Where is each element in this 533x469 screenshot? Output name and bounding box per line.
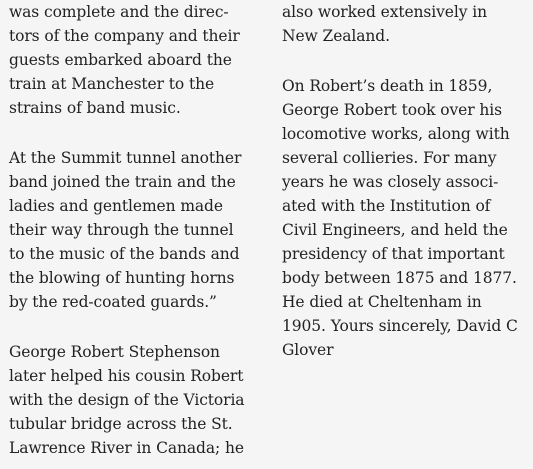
text-line: At the Summit tunnel another — [9, 149, 242, 167]
text-line: Civil Engineers, and held the — [282, 221, 508, 239]
text-line: presidency of that important — [282, 245, 505, 263]
text-line: years he was closely associ- — [282, 173, 499, 191]
text-line: locomotive works, along with — [282, 125, 510, 143]
text-line: New Zealand. — [282, 27, 390, 45]
text-line: later helped his cousin Robert — [9, 367, 244, 385]
text-line: George Robert Stephenson — [9, 343, 220, 361]
text-line: by the red-coated guards.” — [9, 293, 217, 311]
text-line: band joined the train and the — [9, 173, 236, 191]
text-line: ladies and gentlemen made — [9, 197, 223, 215]
text-line: Glover — [282, 341, 334, 359]
text-line: strains of band music. — [9, 99, 181, 117]
text-line: body between 1875 and 1877. — [282, 269, 517, 287]
text-line: their way through the tunnel — [9, 221, 234, 239]
text-line: George Robert took over his — [282, 101, 502, 119]
text-line: also worked extensively in — [282, 3, 487, 21]
text-line: guests embarked aboard the — [9, 51, 232, 69]
text-line: was complete and the direc- — [9, 3, 229, 21]
text-line: ated with the Institution of — [282, 197, 491, 215]
text-line: train at Manchester to the — [9, 75, 215, 93]
text-line: Lawrence River in Canada; he — [9, 439, 244, 457]
text-line: the blowing of hunting horns — [9, 269, 235, 287]
text-line: On Robert’s death in 1859, — [282, 77, 493, 95]
text-line: tors of the company and their — [9, 27, 240, 45]
text-line: with the design of the Victoria — [9, 391, 245, 409]
text-line: tubular bridge across the St. — [9, 415, 233, 433]
text-line: to the music of the bands and — [9, 245, 240, 263]
text-line: several collieries. For many — [282, 149, 497, 167]
text-line: 1905. Yours sincerely, David C — [282, 317, 518, 335]
text-line: He died at Cheltenham in — [282, 293, 482, 311]
